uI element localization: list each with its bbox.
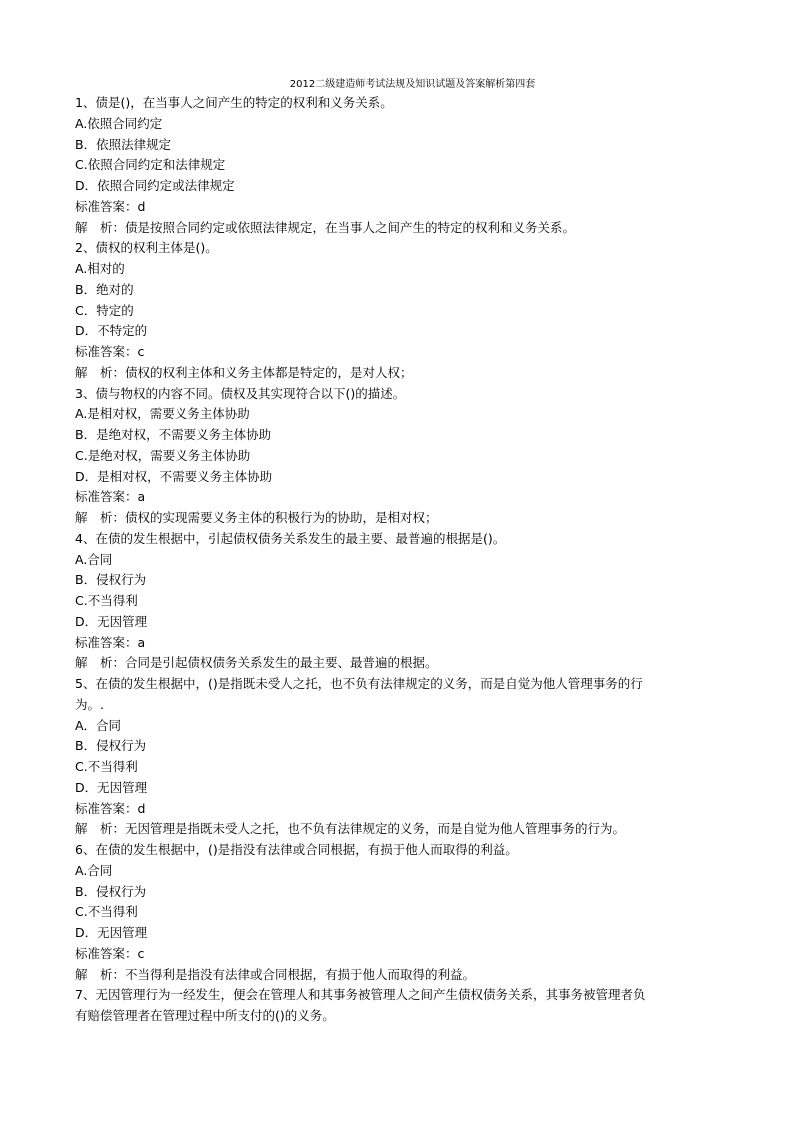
text-line: B．是绝对权，不需要义务主体协助 (75, 427, 272, 442)
text-line: B．绝对的 (75, 281, 134, 297)
text-line: 标准答案：a (75, 489, 146, 505)
text-line: 5、在债的发生根据中，()是指既未受人之托，也不负有法律规定的义务，而是自觉为他人管理事务的行 (75, 676, 643, 691)
text-line: C.是绝对权，需要义务主体协助 (75, 447, 251, 463)
text-line: B．侵权行为 (75, 738, 147, 754)
text-line: 7、无因管理行为一经发生，便会在管理人和其事务被管理人之间产生债权债务关系，其事务被管理者负 (75, 987, 646, 1003)
text-line: D．无因管理 (75, 613, 148, 629)
text-line: 解 析：债权的权利主体和义务主体都是特定的，是对人权； (75, 364, 413, 380)
text-line: B．侵权行为 (75, 572, 147, 588)
text-line: A.依照合同约定 (75, 115, 163, 131)
text-line: D．依照合同约定或法律规定 (75, 178, 235, 193)
text-line: D．不特定的 (75, 323, 148, 339)
text-line: 6、在债的发生根据中，()是指没有法律或合同根据，有损于他人而取得的利益。 (75, 842, 518, 857)
text-line: A.是相对权，需要义务主体协助 (75, 406, 250, 422)
text-line: D．无因管理 (75, 925, 148, 940)
text-line: B．侵权行为 (75, 883, 147, 899)
text-line: 标准答案：c (75, 945, 145, 961)
text-line: 为。. (75, 696, 104, 712)
document-body (75, 93, 720, 1027)
text-line: 标准答案：a (75, 634, 146, 650)
text-line: 解 析：债权的实现需要义务主体的积极行为的协助，是相对权； (75, 510, 438, 525)
text-line: C.不当得利 (75, 904, 138, 920)
text-line: C．特定的 (75, 302, 134, 318)
text-line: A.合同 (75, 862, 113, 878)
text-line: 有赔偿管理者在管理过程中所支付的()的义务。 (75, 1008, 335, 1023)
text-line: 标准答案：d (75, 198, 146, 214)
text-line: 4、在债的发生根据中，引起债权债务关系发生的最主要、最普遍的根据是()。 (75, 530, 506, 546)
text-line: 解 析：合同是引起债权债务关系发生的最主要、最普遍的根据。 (75, 655, 438, 671)
text-line: C.不当得利 (75, 593, 138, 608)
document-page (75, 78, 720, 1027)
text-line: D．是相对权，不需要义务主体协助 (75, 468, 273, 484)
text-line: 标准答案：c (75, 344, 145, 359)
document-title: 2012二级建造师考试法规及知识试题及答案解析第四套 (289, 79, 536, 90)
text-line: 2、债权的权利主体是()。 (75, 240, 218, 256)
text-line: 1、债是()，在当事人之间产生的特定的权利和义务关系。 (75, 95, 393, 110)
text-line: 3、债与物权的内容不同。债权及其实现符合以下()的描述。 (75, 385, 406, 401)
text-line: A．合同 (75, 717, 122, 733)
text-line: 解 析：债是按照合同约定或依照法律规定，在当事人之间产生的特定的权利和义务关系。 (75, 219, 576, 235)
text-line: A.相对的 (75, 261, 125, 276)
text-line: C.依照合同约定和法律规定 (75, 157, 226, 173)
text-line: 解 析：无因管理是指既未受人之托，也不负有法律规定的义务，而是自觉为他人管理事务的行为。 (75, 821, 626, 837)
text-line: C.不当得利 (75, 759, 138, 774)
text-line: D．无因管理 (75, 779, 148, 795)
text-line: A.合同 (75, 551, 113, 567)
text-line: 标准答案：d (75, 800, 146, 816)
text-line: 解 析：不当得利是指没有法律或合同根据，有损于他人而取得的利益。 (75, 966, 476, 982)
text-line: B．依照法律规定 (75, 136, 172, 152)
